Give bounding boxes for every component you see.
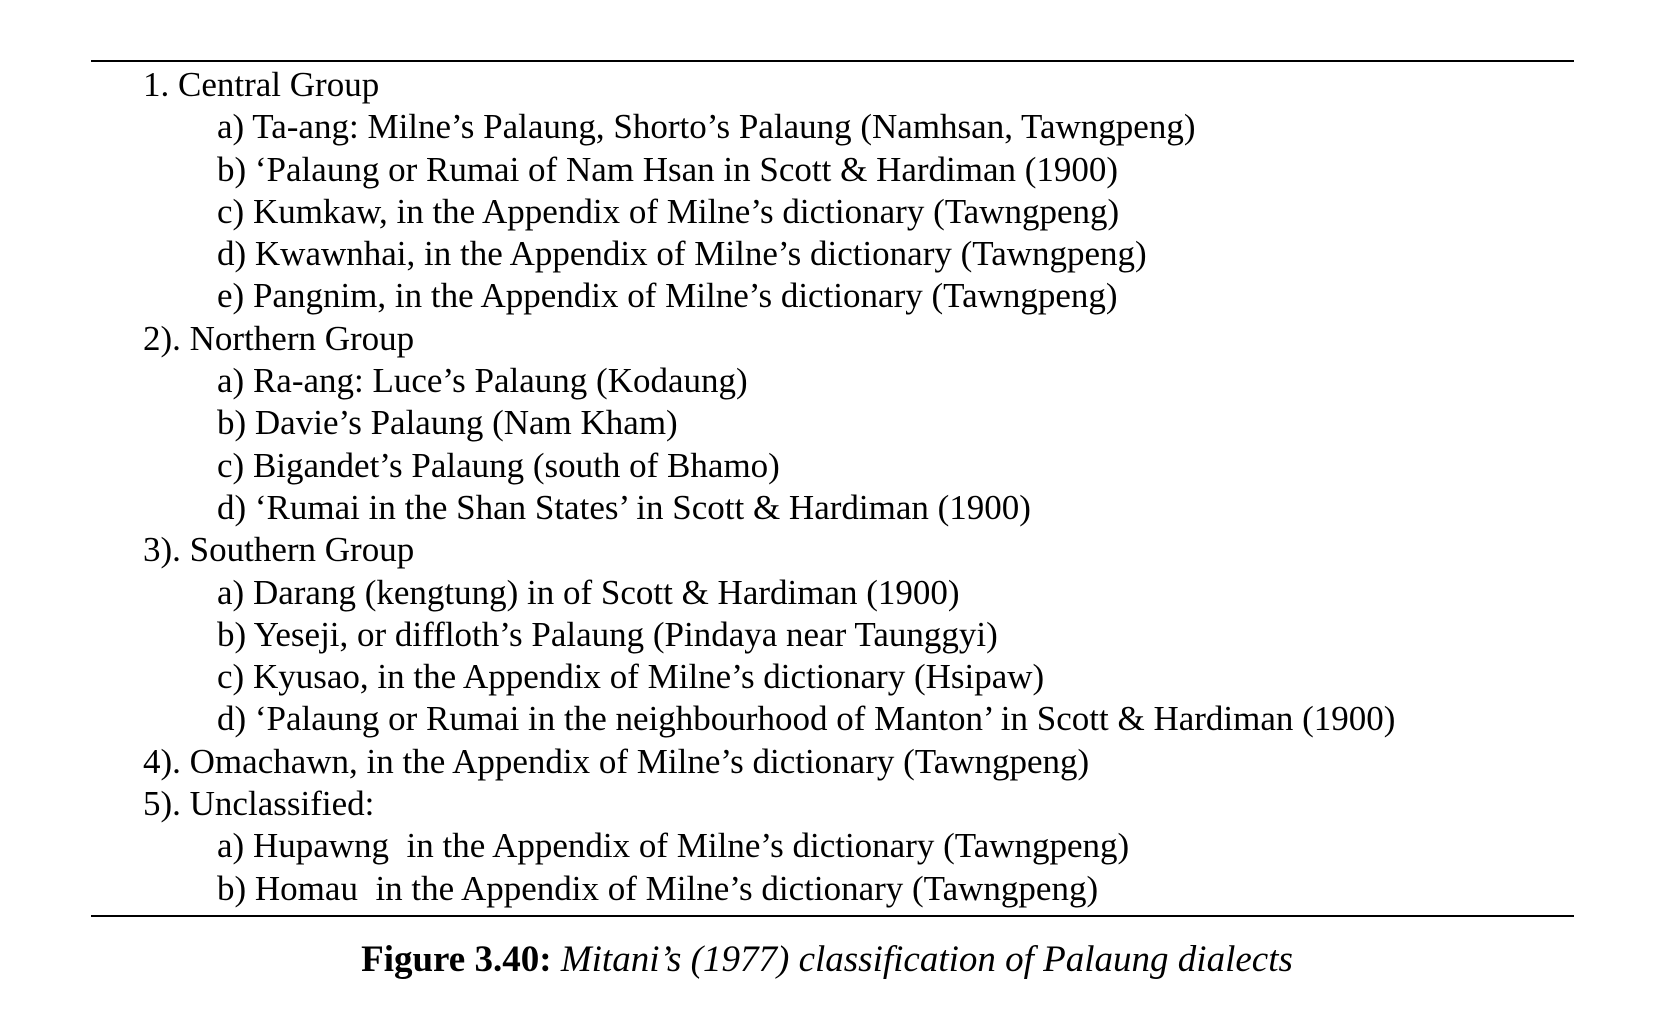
list-item: a) Hupawng in the Appendix of Milne’s dictionary (Tawngpeng)	[217, 826, 1130, 866]
figure-caption	[0, 936, 1654, 984]
group-heading-northern: 2). Northern Group	[143, 318, 415, 358]
group-heading-unclassified: 5). Unclassified:	[143, 784, 375, 824]
group-heading-omachawn: 4). Omachawn, in the Appendix of Milne’s dictionary (Tawngpeng)	[143, 741, 1090, 781]
top-rule	[91, 60, 1574, 62]
list-item: e) Pangnim, in the Appendix of Milne’s dictionary (Tawngpeng)	[217, 276, 1118, 316]
group-heading-central: 1. Central Group	[143, 65, 380, 104]
dialect-classification-list	[0, 64, 1654, 910]
list-item: c) Bigandet’s Palaung (south of Bhamo)	[217, 445, 780, 485]
figure-label: Figure 3.40:	[361, 939, 552, 980]
figure-title: Mitani’s (1977) classification of Palaung dialects	[560, 939, 1293, 980]
list-item: c) Kumkaw, in the Appendix of Milne’s dictionary (Tawngpeng)	[217, 191, 1120, 231]
list-item: b) ‘Palaung or Rumai of Nam Hsan in Scott & Hardiman (1900)	[217, 149, 1119, 189]
list-item: a) Darang (kengtung) in of Scott & Hardiman (1900)	[217, 572, 960, 612]
list-item: b) Yeseji, or diffloth’s Palaung (Pindaya near Taunggyi)	[217, 614, 998, 654]
group-heading-southern: 3). Southern Group	[143, 530, 415, 570]
list-item: d) ‘Palaung or Rumai in the neighbourhood of Manton’ in Scott & Hardiman (1900)	[217, 699, 1396, 739]
list-item: d) ‘Rumai in the Shan States’ in Scott & Hardiman (1900)	[217, 487, 1031, 527]
list-item: b) Davie’s Palaung (Nam Kham)	[217, 403, 678, 443]
list-item: a) Ra-ang: Luce’s Palaung (Kodaung)	[217, 361, 748, 401]
list-item: a) Ta-ang: Milne’s Palaung, Shorto’s Palaung (Namhsan, Tawngpeng)	[217, 107, 1196, 147]
bottom-rule	[91, 915, 1574, 917]
list-item: d) Kwawnhai, in the Appendix of Milne’s dictionary (Tawngpeng)	[217, 234, 1147, 274]
list-item: b) Homau in the Appendix of Milne’s dictionary (Tawngpeng)	[217, 868, 1099, 908]
list-item: c) Kyusao, in the Appendix of Milne’s dictionary (Hsipaw)	[217, 657, 1045, 697]
